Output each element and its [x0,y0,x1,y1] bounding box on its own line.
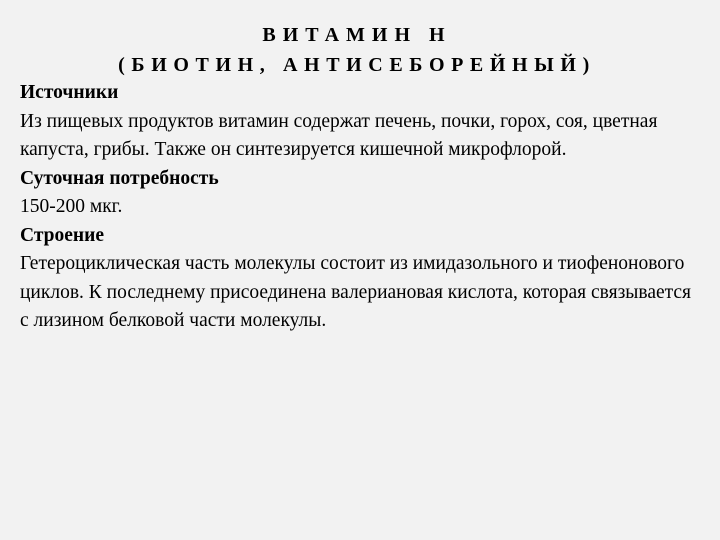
slide-title [20,0,694,80]
section-text-sources: Из пищевых продуктов витамин содержат печень, почки, горох, соя, цветная капуста, грибы. Также он синтезируется кишечной микрофлорой. [20,110,658,160]
title-line-2: (БИОТИН, АНТИСЕБОРЕЙНЫЙ) [118,54,596,76]
section-heading-sources: Источники [20,82,119,103]
slide-body [20,79,694,336]
section-text-daily-requirement: 150-200 мкг. [20,196,123,217]
title-line-1: ВИТАМИН Н [262,24,452,46]
section-text-structure: Гетероциклическая часть молекулы состоит из имидазольного и тиофенонового циклов. К последнему присоединена валериановая кислота, которая связывается с лизином белковой части молекулы. [20,253,692,331]
section-heading-daily-requirement: Суточная потребность [20,167,219,189]
section-heading-structure: Строение [20,224,105,246]
